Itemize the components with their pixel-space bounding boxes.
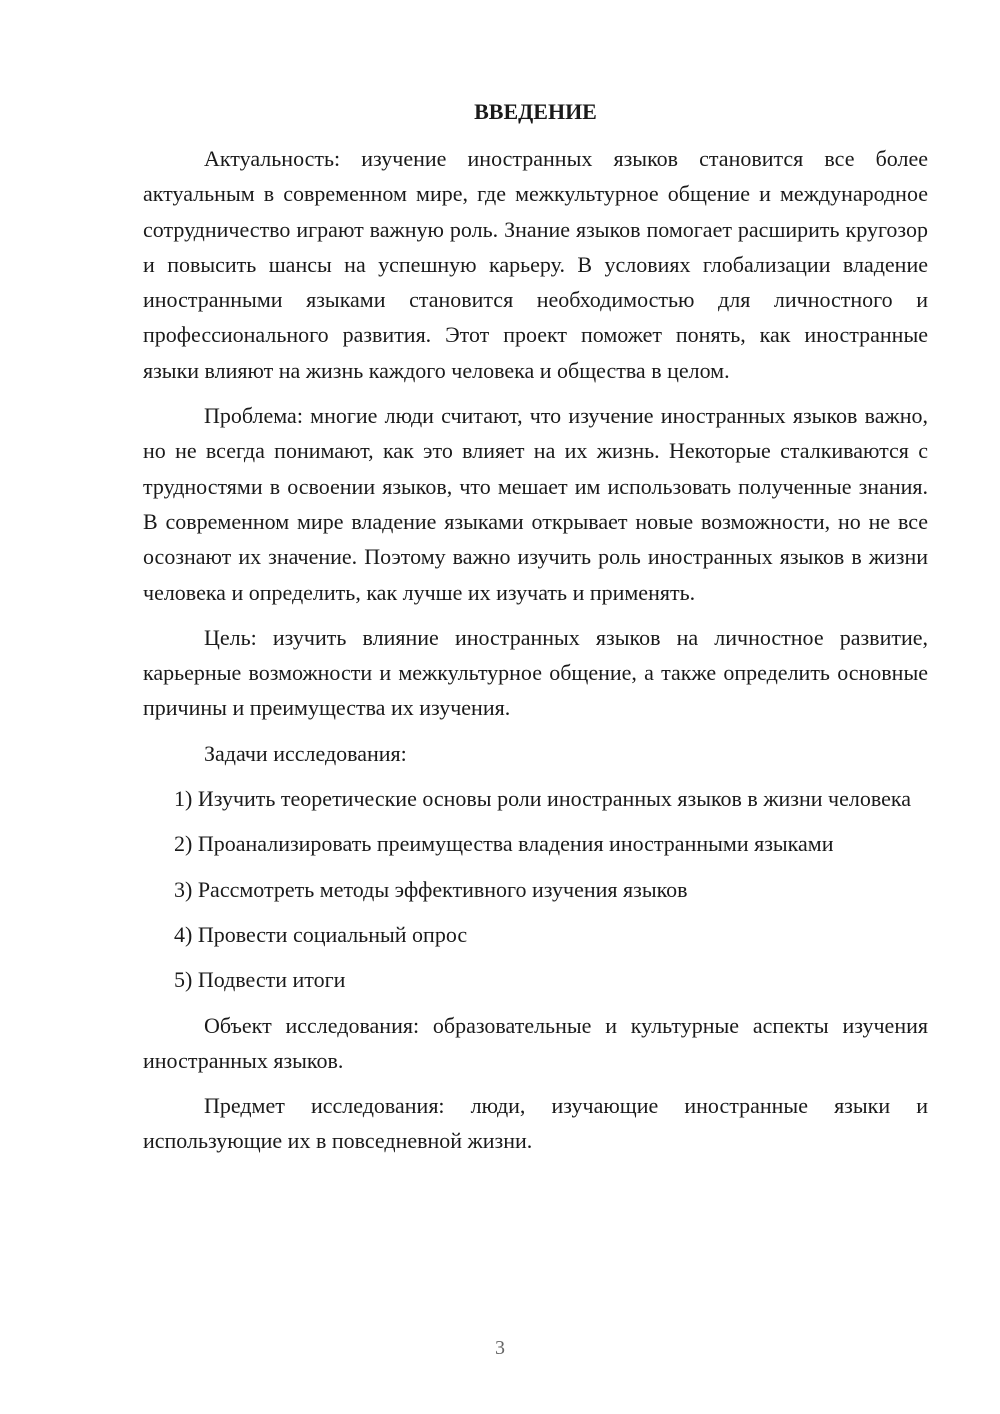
page-content: [143, 94, 928, 1169]
task-item-3: 3) Рассмотреть методы эффективного изучения языков: [174, 876, 688, 902]
task-item-2: 2) Проанализировать преимущества владения иностранными языками: [174, 831, 834, 857]
object-paragraph: Объект исследования: образовательные и культурные аспекты изучения иностранных языков.: [143, 1012, 928, 1073]
goal-paragraph: Цель: изучить влияние иностранных языков на личностное развитие, карьерные возможности и межкультурное общение, а также определить основные причины и преимущества их изучения.: [143, 624, 928, 721]
task-item-4: 4) Провести социальный опрос: [174, 921, 468, 947]
relevance-paragraph: Актуальность: изучение иностранных языков становится все более актуальным в современном мире, где межкультурное общение и международное сотрудничество играют важную роль. Знание языков помогает расширить кругозор и повысить шансы на успешную карьеру. В условиях глобализации владение иностранными языками становится необходимостью для личностного и профессионального развития. Этот проект поможет понять, как иностранные языки влияют на жизнь каждого человека и общества в целом.: [143, 146, 928, 383]
page-number: 3: [495, 1337, 505, 1359]
task-item-1: 1) Изучить теоретические основы роли иностранных языков в жизни человека: [174, 786, 911, 812]
section-title: ВВЕДЕНИЕ: [474, 99, 597, 124]
task-item-5: 5) Подвести итоги: [174, 967, 346, 993]
subject-paragraph: Предмет исследования: люди, изучающие иностранные языки и использующие их в повседневной жизни.: [143, 1093, 928, 1154]
problem-paragraph: Проблема: многие люди считают, что изучение иностранных языков важно, но не всегда понимают, как это влияет на их жизнь. Некоторые сталкиваются с трудностями в освоении языков, что мешает им использовать полученные знания. В современном мире владение языками открывает новые возможности, но не все осознают их значение. Поэтому важно изучить роль иностранных языков в жизни человека и определить, как лучше их изучать и применять.: [143, 403, 928, 605]
tasks-heading: Задачи исследования:: [204, 740, 407, 766]
